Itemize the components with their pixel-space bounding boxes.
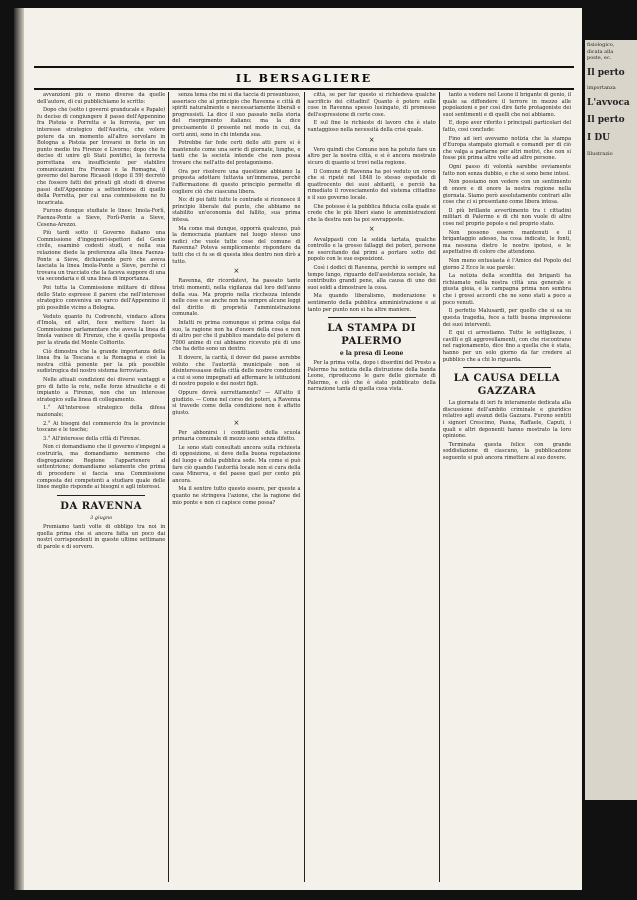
- paragraph: No: di poi fatti tutte le contrade si riconosce il principio liberale dal punto, che abbiamo ne stabilito un'economia del fallito, sua prima intesa.: [172, 197, 301, 223]
- paragraph: Avvalppasti con la solida tartata, qualche controllo e la grosso fallaggi dei poteri, persone ne esercitando dai primi a portare sotto del popolo con le sue esposizioni.: [307, 236, 436, 263]
- adjacent-line: dicata alla: [587, 48, 614, 55]
- paragraph: Ravenna, dir ricordatevi, ha passato tante tristi momenti, nella vigilanza dal loro dell'anno della sua. Ma proprio nella ricchezza intende nelle cose e se anche non ha sempre alcune leggi del diritto di proprietà l'amministrazione comunale.: [172, 278, 301, 318]
- paragraph: Ma il sentire tutto questo essere, per queste a quanto ne stringeva l'azione, che la ragione del mio ponte e non ci capisce come possa?: [172, 486, 301, 506]
- paragraph: 2.° Ai bisogni del commercio fra le provincie toscane e le tosche;: [37, 420, 166, 434]
- paragraph: Infatti re prima comunque si prima colga dal suo, la ragione non ha d'onore della cosa e non di altro per che il pubblico mandato del potere di 7000 anime di cui abbiamo ricevuto più di uno che ha detto sono un dentro.: [172, 319, 301, 353]
- paragraph: 3.° All'interesse della città di Firenze.: [43, 435, 141, 442]
- paragraph: Furono dunque studiate le linee: Imola-Forlì, Faenza-Ponte a Sieve, Forlì-Ponte a Sieve, Cesena-Arezzo.: [37, 208, 166, 228]
- adjacent-line: poste, ec.: [587, 55, 612, 61]
- paragraph: Che potesse è la pubblica fiducia colla quale si crede che le più liberi siano le amministrazioni che la destra non ha poi sovrapposte.: [307, 203, 436, 223]
- separator-mark: ×: [233, 267, 240, 276]
- paragraph: E sul fine le richieste di lavoro che è stato vantaggioso nella necessità della crisi quale.: [307, 120, 436, 134]
- section-heading-palermo: LA STAMPA DI PALERMO: [327, 323, 416, 348]
- adjacent-page-edge: [585, 40, 637, 800]
- paragraph: avvanzioni più o meno diverse da quelle dell'autore, di cui pubblichiamo lo scritto:: [37, 92, 166, 105]
- paragraph: Nelle attuali condizioni dei diversi vantaggi e pro di fatto la rete, nelle forze idrauliche e di impianto a Firenze, non che un interesse strategico sulla linea di collegamento.: [37, 376, 166, 403]
- adjacent-line: Il perto: [587, 115, 625, 126]
- paragraph: Non possiamo non vedere con un sentimento di onore e di onore la nostra regione nella giornata. Siamo però assolutamente contrari alle cose che ci si presentano come libera intesa.: [442, 179, 571, 206]
- column-3: [305, 92, 440, 882]
- paragraph: Premiamo tanti volte di obbligo tra noi in quella prima che si ancora fatta un poco dai nostri corrispondenti in queste ultime settimane di parole e di sorvero.: [37, 524, 166, 551]
- adjacent-line: L'avvoca: [587, 97, 630, 108]
- adjacent-line: fisiologico,: [587, 42, 615, 48]
- paragraph: Il dovere, la carità, il dover del paese avrebbe voluto che l'autorità municipale non si disinteressasse della città delle nostre condizioni a cui si sono impegnati ad affermare le istituzioni di nostro popolo e dei nostri figli.: [172, 355, 301, 388]
- paragraph: Ma quando liberalismo, moderazione e sentimento della pubblica amministrazione e ai tanto per punto non si ha altre maniere.: [307, 293, 436, 313]
- paragraph: tanto a vedere nel Leone il brigante di genio, il quale sa diffondere il terrore in mezzo alle popolazioni e per così dire farle protagoniste dei suoi sentimenti e di quelli che noi abbiamo.: [442, 92, 571, 118]
- paragraph: Ma come mai dunque, opporrà qualcuno, può la democrazia piantare nel luogo stesso uno radici che vuole tutte cose del comune di Ravenna? Poteva semplicemente rispondere da tutti che ci fu se di questa idea dentro non dirò a tutto.: [172, 225, 301, 265]
- paragraph: Il più brillante avvertimento tra i cittadini militari di Palermo e di chi non vuole di altre cose nel proprio popolo e nel proprio stato.: [442, 207, 571, 227]
- paragraph: La notizia della sconfitta dei briganti ha richiamato nella nostra città una generale e giusta gioia, e la campagna prima non sembra che i grossi accordi che ne sono stati a poco a poco venuti.: [442, 273, 571, 306]
- column-2: [169, 92, 304, 882]
- paragraph: Così i dodici di Ravenna, perchè io sempre sul tempo lungo, riguardo dell'assistenza sociale, ha contribuito grandi pene, alla causa di uno dei suoi soldi a dimostrare la cosa.: [307, 264, 436, 291]
- divider: [463, 367, 551, 368]
- paragraph: Ciò dimostra che la grande importanza della linea fra la Toscana e la Romagna e cioè la nostra città ponente per la più possibile sudistrogica del nostro sistema ferroviario.: [37, 348, 166, 375]
- paragraph: Dopo che (sotto i governi granducale e Papale) fu deciso di congiungere il passo dell'Appennino fra Pistoia e Porretta e la ferrovia, per un interesse strategico dell'Austria, che volere potere da un momento all'altro sorvolare in Bologna a Pistoia per trovarsi in forte in un punto medio tra Firenze e Livorno; dopo che fu deciso di unire gli Stati pontifici, la ferrovia porrettana era insufficiente per stabilire comunicazioni fra Firenze e la Romagna, il governo del barone Ricasoli (dopo il 59) decretò che fossero fatti dei privati gli studi di diverse passi dell'Appennino a settentrione di quello della Porretta, per cui una commissione ne fu incaricata.: [37, 107, 166, 206]
- paragraph: Le sono stati consultati ancora sulla richiesta di opposizione, si deve della buona reputazione del luogo e della pubblica sede. Ma come si può fare ciò quando l'autorità locale non si cura della casa Minerva, e del paese quel per cento più ancora.: [172, 444, 301, 484]
- paragraph: Oppure dovrà surrettamente? — All'atto il giudizio. — Come nel corso dei poteri, a Ravenna si travede come della condizione non è affatto giusto.: [172, 390, 301, 416]
- paragraph: Poi tutta la Commissione militare di difesa dello Stato espresse il parere che nell'interesse strategico conveniva un varco dell'Appennino il più possibile vicino a Bologna.: [37, 285, 166, 311]
- paragraph: Terminata questa felice con grande soddisfazione di ciascuno, la pubblicazione seguente si può ancora rimettere al suo dovere.: [442, 441, 571, 462]
- section-heading-ravenna: DA RAVENNA: [60, 500, 142, 512]
- newspaper-page: [14, 8, 582, 890]
- paragraph: Potrebbe far fede certi dello atti pure si è mantenute come una serie di giornate, lunghe, e tanti che la società intende che non possa trovare che nell'atto del protagonismo.: [172, 140, 301, 167]
- separator-mark: ×: [368, 135, 375, 144]
- paragraph: E, dopo aver riferito i principali particolari del fatto, così conclude:: [442, 120, 571, 134]
- adjacent-line: importanza: [587, 85, 616, 92]
- paragraph: Veduto quanto fu Codronchi, vindaco allora d'Imola, ed altri, fece mettere fuori la Commissione parlamentare che aveva la linea di Imola vanisce di Firenze, che è quella preposta per la strada del Monte Colfiorito.: [37, 313, 166, 346]
- divider: [57, 495, 145, 496]
- paragraph: Non possono essere mantenuti e il brigantaggio adesso, ha cosa indicato, le fonti, ma nessuna dietro le nostre ipotesi, e le aspettative di coloro che attendono.: [442, 229, 571, 256]
- masthead: [34, 66, 574, 90]
- separator-mark: ×: [368, 225, 375, 234]
- column-1: [34, 92, 169, 882]
- adjacent-line: Illustrazio: [587, 150, 613, 157]
- paragraph: Vero quindi che Comune non ha potuto fare un altro per la nostra città, e si è ancora mostrato sicuro di quanto si trovi nella regione.: [307, 146, 436, 166]
- adjacent-line: Il perto: [587, 67, 625, 78]
- section-subheading: e la presa di Leone: [339, 350, 404, 358]
- separator-mark: ×: [233, 418, 240, 427]
- paragraph: Per la prima volta, dopo i disordini del Presto a Palermo ha notizia della distruzione della banda Leone, riproducono le gare delle giornate di Palermo, e ciò che è stato pubblicato della narrazione tanta di quella cosa vista.: [307, 360, 436, 393]
- paragraph: Non ci domandiamo che il governo s'impegni a costruirla, ma domandiamo nemmeno che disgregazione Regione l'appartenere al settentrione; domandiamo solamente che prima di procedere si faccia una Commissione composta dei competenti a studiare quale delle linee meglio risponde ai bisogni e agli interessi.: [37, 444, 166, 491]
- paragraph: città, se per far questo si richiedeva qualche sacrificio dei cittadini! Quanto è potere sulle cose in Ravenna spesso lusingato, di promesso dell'espressione di certe cose.: [307, 92, 436, 118]
- section-heading-gazzara: LA CAUSA DELLA GAZZARA: [453, 373, 561, 398]
- paragraph: Per abbonirsi i conditianti della scuola primaria comunale di mezzo sono senza difetto.: [172, 429, 301, 443]
- paragraph: senza tema che mi si dia taccia di prosuntuoso, asserisco che al principio che Ravenna e città di spiriti naturalmente e necessariamente liberali e progressisti. La dice il suo passato nella storia del risorgimento italiano; ma la dice precisamente il presente nel modo in cui, da certi anni, sono in chi intenda sua.: [172, 92, 301, 138]
- paragraph: E qui ci arrestiamo. Tutte le sottigliezze, i cavilli e gli aggrovellamenti, con che riscontrano nel ragionamento, dice fino a quella che è stata, hanno per un solo giorno da far credere al pubblico che a chi lo riguarda.: [442, 330, 571, 363]
- paragraph: Più tardi sotto il Governo italiano una Commissione d'ingegneri-ispettori del Genio civile, esaminò codesti studi, e nella sua relazione diede la preferenza alla linea Faenza-Ponte a Sieve, dichiarando però che aveva lasciata la linea Imola-Ponte a Sieve, perchè ci trovava un tracciato che la faceva suppore di una via secondaria e di una linea di importanza.: [37, 230, 166, 283]
- paragraph: Fino ad ieri avevamo notizia che la stampa d'Europa stampato giornali e comandi per di ciò che valga a parlarne per altri motivi, che non si fosse più prima altre volte ad altre persone.: [442, 135, 571, 162]
- columns: [34, 92, 574, 882]
- column-4: [440, 92, 574, 882]
- paragraph: La giornata di ieri fu interamente dedicata alla discussione dell'ambito criminale e giuridico relativo agli avanzi della Gazzara. Furono sentiti i signori Crescimo, Pasna, Raffaele, Caputi, i quali e altri deponenti hanno mostrato la loro opinione.: [442, 400, 571, 440]
- masthead-title: IL BERSAGLIERE: [235, 71, 373, 85]
- adjacent-page-text: [585, 40, 637, 159]
- divider: [328, 317, 416, 318]
- paragraph: 1.° All'interesse strategico della difesa nazionale;: [37, 405, 166, 419]
- paragraph: Ora per risolvere una questione abbiamo la proposta adottare tuttavia un'immensa, perchè l'affermazione di questo principio permette di cogliere ciò che ciascuna libera.: [172, 168, 301, 195]
- paragraph: Il perfetto Malusardi, per quello che si sa su questa tragedia, fece a tutti buona impressione dei suoi interventi.: [442, 308, 571, 328]
- adjacent-line: I DU: [587, 133, 610, 144]
- paragraph: Non meno entusiasta è l'Amico del Popolo del giorno 2 Ecco le sue parole:: [442, 258, 571, 271]
- section-date: 3 giugno: [90, 514, 113, 521]
- paragraph: Ogni passo di volontà sarebbe ovviamente fatto non senza dubbio, e che si sono bene intesi.: [442, 164, 571, 177]
- paragraph: Il Comune di Ravenna ha poi veduto un corso che si ripeté nel 1848 lo stesso ospedale di quattrocento dei suoi abitanti, e perciò ha rimediato il rovesciamento del sistema cittadino e il suo governo locale.: [307, 168, 436, 202]
